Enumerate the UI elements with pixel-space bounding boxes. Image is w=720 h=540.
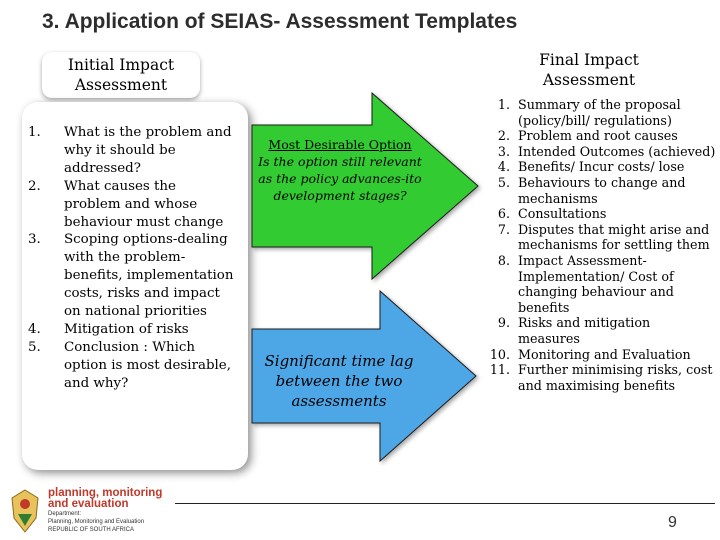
list-item-number: 11.: [489, 362, 510, 378]
time-lag-label: Significant time lag between the two assessments: [264, 352, 414, 410]
page-number: 9: [668, 514, 677, 531]
logo-line-2: and evaluation: [48, 498, 129, 510]
slide-title: 3. Application of SEIAS- Assessment Templates: [42, 10, 518, 33]
list-item-number: 5.: [497, 174, 510, 190]
initial-assessment-heading-text: Initial Impact Assessment: [67, 56, 175, 94]
logo-line-1: planning, monitoring: [48, 487, 163, 499]
list-item-number: 2.: [28, 178, 41, 194]
relevance-question: Is the option still relevant as the policy advances-ito development stages?: [258, 154, 422, 203]
list-item-text: Further minimising risks, cost and maximising benefits: [518, 362, 713, 393]
final-assessment-heading: Final Impact Assessment: [539, 51, 639, 89]
list-item-number: 6.: [497, 206, 510, 222]
pme-logo: [8, 488, 178, 538]
list-item-number: 9.: [497, 315, 510, 331]
footer-divider: [175, 503, 715, 504]
list-item-text: Summary of the proposal (policy/bill/ regulations): [518, 97, 681, 128]
list-item-text: Disputes that might arise and mechanisms for settling them: [518, 221, 710, 253]
list-item-number: 1.: [28, 125, 41, 140]
list-item-text: What causes the problem and whose behaviour must change: [64, 178, 224, 230]
list-item-text: Conclusion : Which option is most desirable, and why?: [64, 339, 231, 391]
list-item-text: Mitigation of risks: [64, 321, 189, 337]
list-item-text: Problem and root causes: [518, 128, 678, 144]
logo-department: Department:: [48, 511, 82, 517]
logo-text: [48, 488, 162, 534]
coat-of-arms-icon: [8, 488, 42, 534]
list-item-text: Impact Assessment-Implementation/ Cost of changing behaviour and benefits: [518, 252, 674, 315]
green-arrow-text: [256, 136, 424, 204]
list-item-text: Scoping options-dealing with the problem-benefits, implementation costs, risks and impact on national priorities: [64, 232, 234, 320]
list-item-text: Benefits/ Incur costs/ lose: [518, 159, 685, 175]
list-item-text: Risks and mitigation measures: [518, 315, 651, 346]
list-item-number: 4.: [28, 321, 41, 337]
list-item-text: What is the problem and why it should be addressed?: [64, 125, 232, 176]
list-item-text: Consultations: [518, 206, 607, 222]
list-item-number: 3.: [28, 232, 41, 248]
logo-department-name: Planning, Monitoring and Evaluation: [48, 519, 145, 525]
list-item-number: 4.: [497, 159, 510, 175]
list-item-number: 5.: [28, 339, 41, 355]
list-item-number: 8.: [497, 252, 510, 268]
list-item-number: 1.: [497, 97, 510, 112]
list-item-text: Intended Outcomes (achieved): [518, 143, 716, 159]
list-item-number: 7.: [497, 221, 510, 237]
most-desirable-option-label: Most Desirable Option: [268, 137, 412, 152]
logo-country: REPUBLIC OF SOUTH AFRICA: [48, 527, 135, 533]
list-item-number: 2.: [497, 128, 510, 144]
list-item-text: Monitoring and Evaluation: [518, 346, 691, 362]
list-item-text: Behaviours to change and mechanisms: [518, 174, 686, 206]
list-item-number: 3.: [497, 143, 510, 159]
list-item-number: 10.: [489, 346, 510, 362]
